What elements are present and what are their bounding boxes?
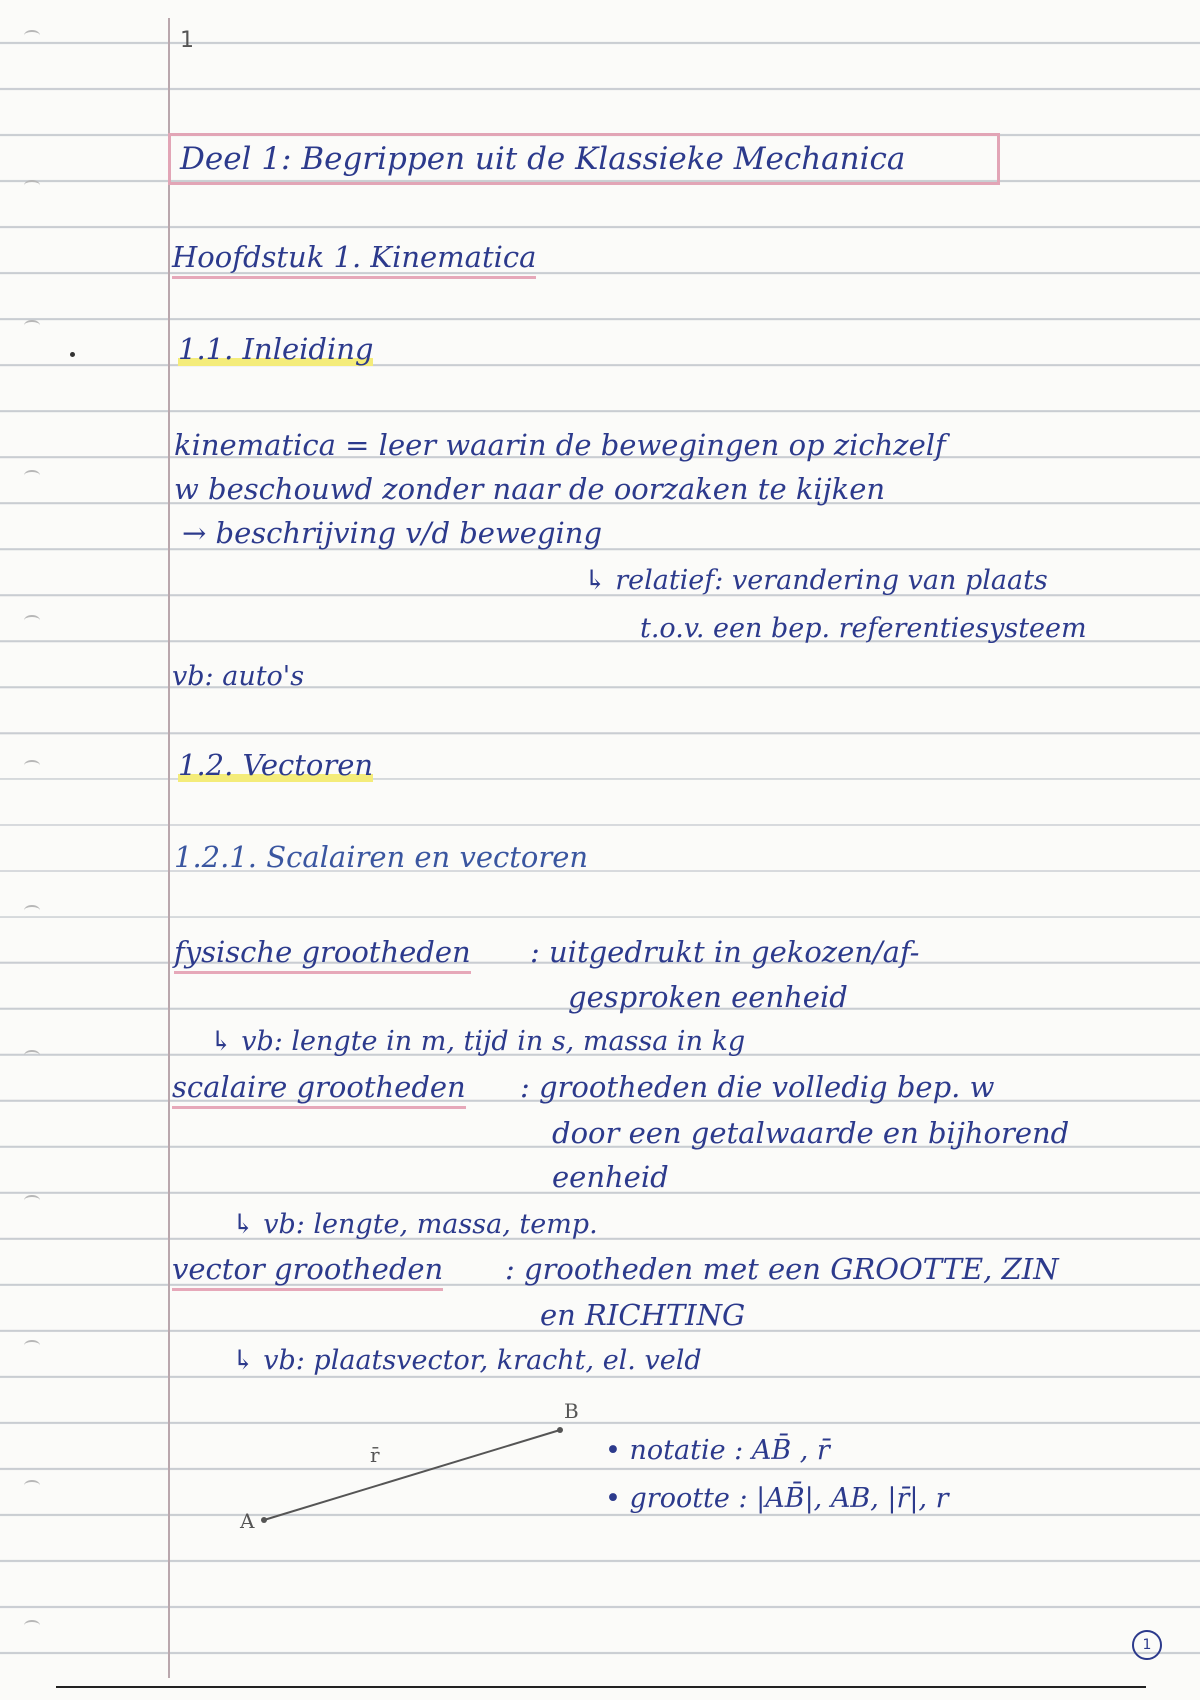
definition-line: eenheid [552, 1160, 669, 1194]
page-number-top: 1 [180, 28, 194, 53]
definition-line: en RICHTING [540, 1298, 746, 1332]
definition-line: : grootheden die volledig bep. w [520, 1070, 995, 1104]
definition-line: : uitgedrukt in gekozen/af- [530, 935, 920, 969]
binder-hole [24, 905, 40, 916]
vector-line [264, 1430, 560, 1520]
definition-line: : grootheden met een GROOTTE, ZIN [505, 1252, 1059, 1286]
example-line: ↳ vb: lengte, massa, temp. [232, 1209, 598, 1240]
binder-hole [24, 615, 40, 626]
term-scalaire: scalaire grootheden [172, 1070, 466, 1109]
example-line: vb: auto's [172, 661, 305, 692]
subsection-heading-1-2-1: 1.2.1. Scalairen en vectoren [174, 840, 589, 874]
relative-note-line: ↳ relatief: verandering van plaats [584, 565, 1048, 596]
binder-hole [24, 1340, 40, 1351]
binder-hole [24, 1480, 40, 1491]
notation-line: • notatie : AB̄ , r̄ [605, 1435, 830, 1466]
definition-line: kinematica = leer waarin de bewegingen op zichzelf [174, 428, 946, 462]
term-fysische: fysische grootheden [174, 935, 471, 974]
point-a-dot [261, 1517, 267, 1523]
example-line: ↳ vb: plaatsvector, kracht, el. veld [232, 1345, 702, 1376]
chapter-heading: Hoofdstuk 1. Kinematica [172, 240, 536, 279]
vector-r-label: r̄ [370, 1443, 380, 1467]
definition-line: w beschouwd zonder naar de oorzaken te kijken [174, 472, 886, 506]
definition-line: gesproken eenheid [568, 980, 848, 1014]
margin-dot [70, 352, 75, 357]
section-heading-1-1: 1.1. Inleiding [178, 332, 374, 366]
binder-hole [24, 1050, 40, 1061]
point-a-label: A [240, 1509, 255, 1533]
binder-hole [24, 1195, 40, 1206]
margin-line [168, 18, 170, 1678]
relative-note-line: t.o.v. een bep. referentiesysteem [640, 613, 1087, 644]
section-heading-1-2: 1.2. Vectoren [178, 748, 374, 782]
definition-line: door een getalwaarde en bijhorend [552, 1116, 1070, 1150]
binder-hole [24, 180, 40, 191]
binder-hole [24, 30, 40, 41]
binder-hole [24, 760, 40, 771]
example-line: ↳ vb: lengte in m, tijd in s, massa in kg [210, 1026, 746, 1057]
term-vector: vector grootheden [172, 1252, 443, 1291]
magnitude-line: • grootte : |AB̄|, AB, |r̄|, r [605, 1483, 949, 1514]
binder-hole [24, 320, 40, 331]
page-number-bottom: 1 [1132, 1630, 1162, 1660]
bottom-rule [56, 1686, 1146, 1688]
page-title: Deel 1: Begrippen uit de Klassieke Mechanica [180, 141, 906, 177]
point-b-label: B [564, 1400, 579, 1423]
binder-hole [24, 470, 40, 481]
description-line: → beschrijving v/d beweging [182, 516, 603, 550]
binder-hole [24, 1620, 40, 1631]
point-b-dot [557, 1427, 563, 1433]
vector-diagram [230, 1400, 590, 1550]
